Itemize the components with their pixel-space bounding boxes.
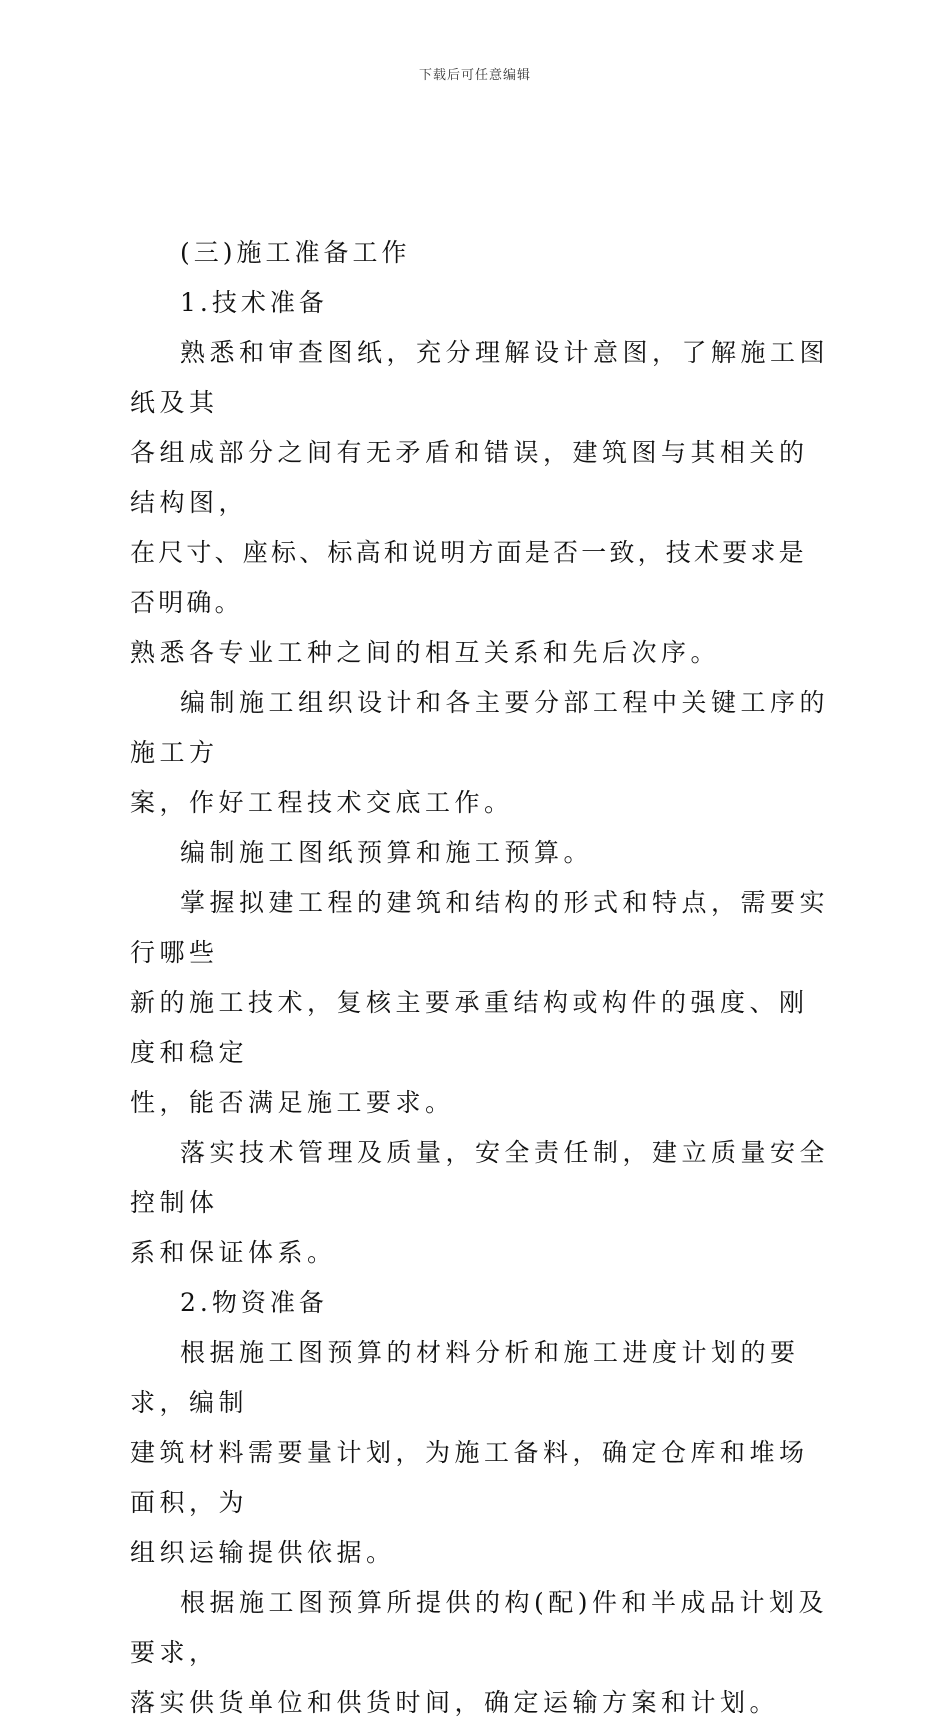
paragraph-line: 掌握拟建工程的建筑和结构的形式和特点，需要实行哪些 (130, 888, 830, 967)
paragraph-line: 根据施工图预算的材料分析和施工进度计划的要求，编制 (130, 1338, 800, 1417)
page-header: 下载后可任意编辑 (418, 68, 531, 83)
paragraph-line: 性，能否满足施工要求。 (130, 1088, 455, 1117)
paragraph-line: 编制施工组织设计和各主要分部工程中关键工序的施工方 (130, 688, 830, 767)
paragraph-line: 各组成部分之间有无矛盾和错误，建筑图与其相关的结构图， (130, 438, 809, 517)
paragraph-line: 编制施工图纸预算和施工预算。 (180, 838, 594, 867)
paragraph (130, 1578, 830, 1728)
subsection-title-materials: 2.物资准备 (180, 1288, 328, 1317)
paragraph (130, 328, 830, 678)
paragraph-line: 落实供货单位和供货时间，确定运输方案和计划。 (130, 1688, 780, 1717)
paragraph-line: 在尺寸、座标、标高和说明方面是否一致，技术要求是否明确。 (130, 538, 807, 617)
subsection-title-technical: 1.技术准备 (180, 288, 328, 317)
paragraph (130, 1328, 830, 1578)
paragraph-line: 熟悉和审查图纸，充分理解设计意图，了解施工图纸及其 (130, 338, 830, 417)
paragraph (130, 1128, 830, 1278)
section-title: (三)施工准备工作 (180, 238, 411, 267)
paragraph-line: 建筑材料需要量计划，为施工备料，确定仓库和堆场面积，为 (130, 1438, 809, 1517)
paragraph (130, 678, 830, 828)
paragraph-line: 组织运输提供依据。 (130, 1538, 396, 1567)
paragraph-line: 系和保证体系。 (130, 1238, 337, 1267)
paragraph-line: 根据施工图预算所提供的构(配)件和半成品计划及要求， (130, 1588, 829, 1667)
paragraph-line: 落实技术管理及质量，安全责任制，建立质量安全控制体 (130, 1138, 830, 1217)
paragraph-line: 案，作好工程技术交底工作。 (130, 788, 514, 817)
document-body (130, 228, 830, 1728)
paragraph (130, 878, 830, 1128)
paragraph (130, 828, 830, 878)
paragraph-line: 熟悉各专业工种之间的相互关系和先后次序。 (130, 638, 721, 667)
paragraph-line: 新的施工技术，复核主要承重结构或构件的强度、刚度和稳定 (130, 988, 809, 1067)
